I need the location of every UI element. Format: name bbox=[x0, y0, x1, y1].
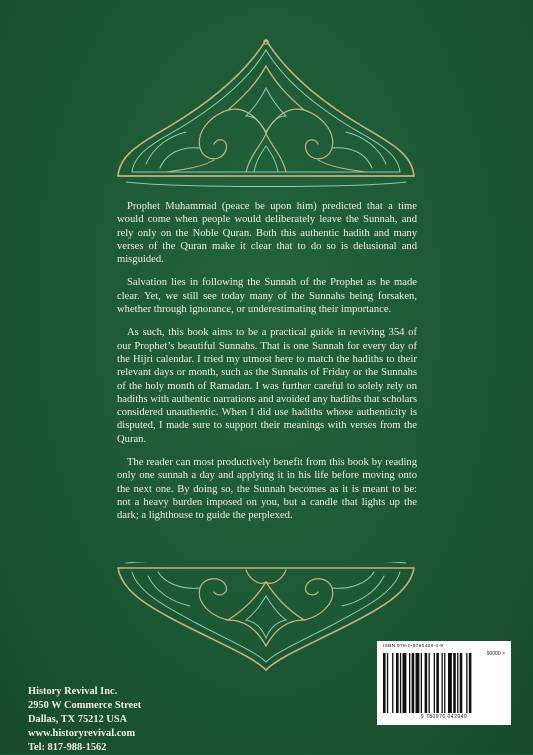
barcode-bar bbox=[460, 653, 463, 713]
back-cover-blurb bbox=[117, 200, 417, 533]
barcode-bar bbox=[436, 653, 439, 713]
barcode-bar bbox=[434, 653, 435, 713]
barcode-bar bbox=[453, 653, 456, 713]
barcode-bar bbox=[421, 653, 422, 713]
publisher-address bbox=[28, 685, 141, 755]
blurb-paragraph: The reader can most productively benefit from this book by reading only one sunnah a day and applying it in his life before moving onto the next one. By doing so, the Sunnah becomes as it is meant to be: not a heavy burden imposed on you, but a candle that lights up the dark; a lighthouse to guide the perplexed. bbox=[117, 457, 417, 522]
barcode-bar bbox=[403, 653, 407, 713]
barcode-bar bbox=[409, 653, 410, 713]
barcode-bar bbox=[448, 653, 452, 713]
publisher-phone: Tel: 817-988-1562 bbox=[28, 742, 107, 753]
barcode-bar bbox=[442, 653, 443, 713]
barcode-bar bbox=[412, 653, 415, 713]
blurb-paragraph: As such, this book aims to be a practical guide in reviving 354 of our Prophet’s beautiful Sunnahs. That is one Sunnah for every day of the Hijri calendar. I tried my utmost here to match the hadiths to their relevant days or month, such as the Sunnahs of Friday or the Sunnahs of the holy month of Ramadan. I was further careful to solely rely on hadiths with authentic narrations and avoided any hadiths that scholars considered unauthentic. When I did use hadiths whose authenticity is disputed, I made sure to support their meanings with verses from the Quran. bbox=[117, 327, 417, 445]
barcode-bar bbox=[387, 653, 388, 713]
barcode-bar bbox=[383, 653, 386, 713]
barcode-bar bbox=[457, 653, 458, 713]
barcode-digits: 9 780976 042949 bbox=[420, 714, 468, 720]
barcode-bar bbox=[425, 653, 428, 713]
publisher-website: www.historyrevival.com bbox=[28, 728, 136, 739]
isbn-label: ISBN 978-0-9760429-4-9 bbox=[383, 644, 444, 649]
isbn-barcode bbox=[377, 641, 511, 725]
barcode-bars bbox=[383, 653, 505, 713]
barcode-bar bbox=[466, 653, 467, 713]
barcode-bar bbox=[429, 653, 430, 713]
barcode-bar bbox=[416, 653, 420, 713]
blurb-paragraph: Prophet Muhammad (peace be upon him) predicted that a time would come when people would deliberately leave the Sunnah, and rely only on the Noble Quran. Both this authentic hadith and many verses of the Quran make it clear that to do so is delusional and misguided. bbox=[117, 201, 417, 266]
price-code: 90000 > bbox=[486, 651, 505, 657]
publisher-name: History Revival Inc. bbox=[28, 686, 118, 697]
top-arabesque-ornament bbox=[0, 36, 533, 196]
barcode-bar bbox=[400, 653, 401, 713]
publisher-street: 2950 W Commerce Street bbox=[28, 700, 142, 711]
publisher-city: Dallas, TX 75212 USA bbox=[28, 714, 128, 725]
barcode-bar bbox=[444, 653, 445, 713]
blurb-paragraph: Salvation lies in following the Sunnah of the Prophet as he made clear. Yet, we still see today many of the Sunnahs being forsaken, whether through ignorance, or underestimating their importance. bbox=[117, 277, 417, 316]
barcode-bar bbox=[469, 653, 472, 713]
barcode-bar bbox=[396, 653, 399, 713]
barcode-bar bbox=[392, 653, 393, 713]
